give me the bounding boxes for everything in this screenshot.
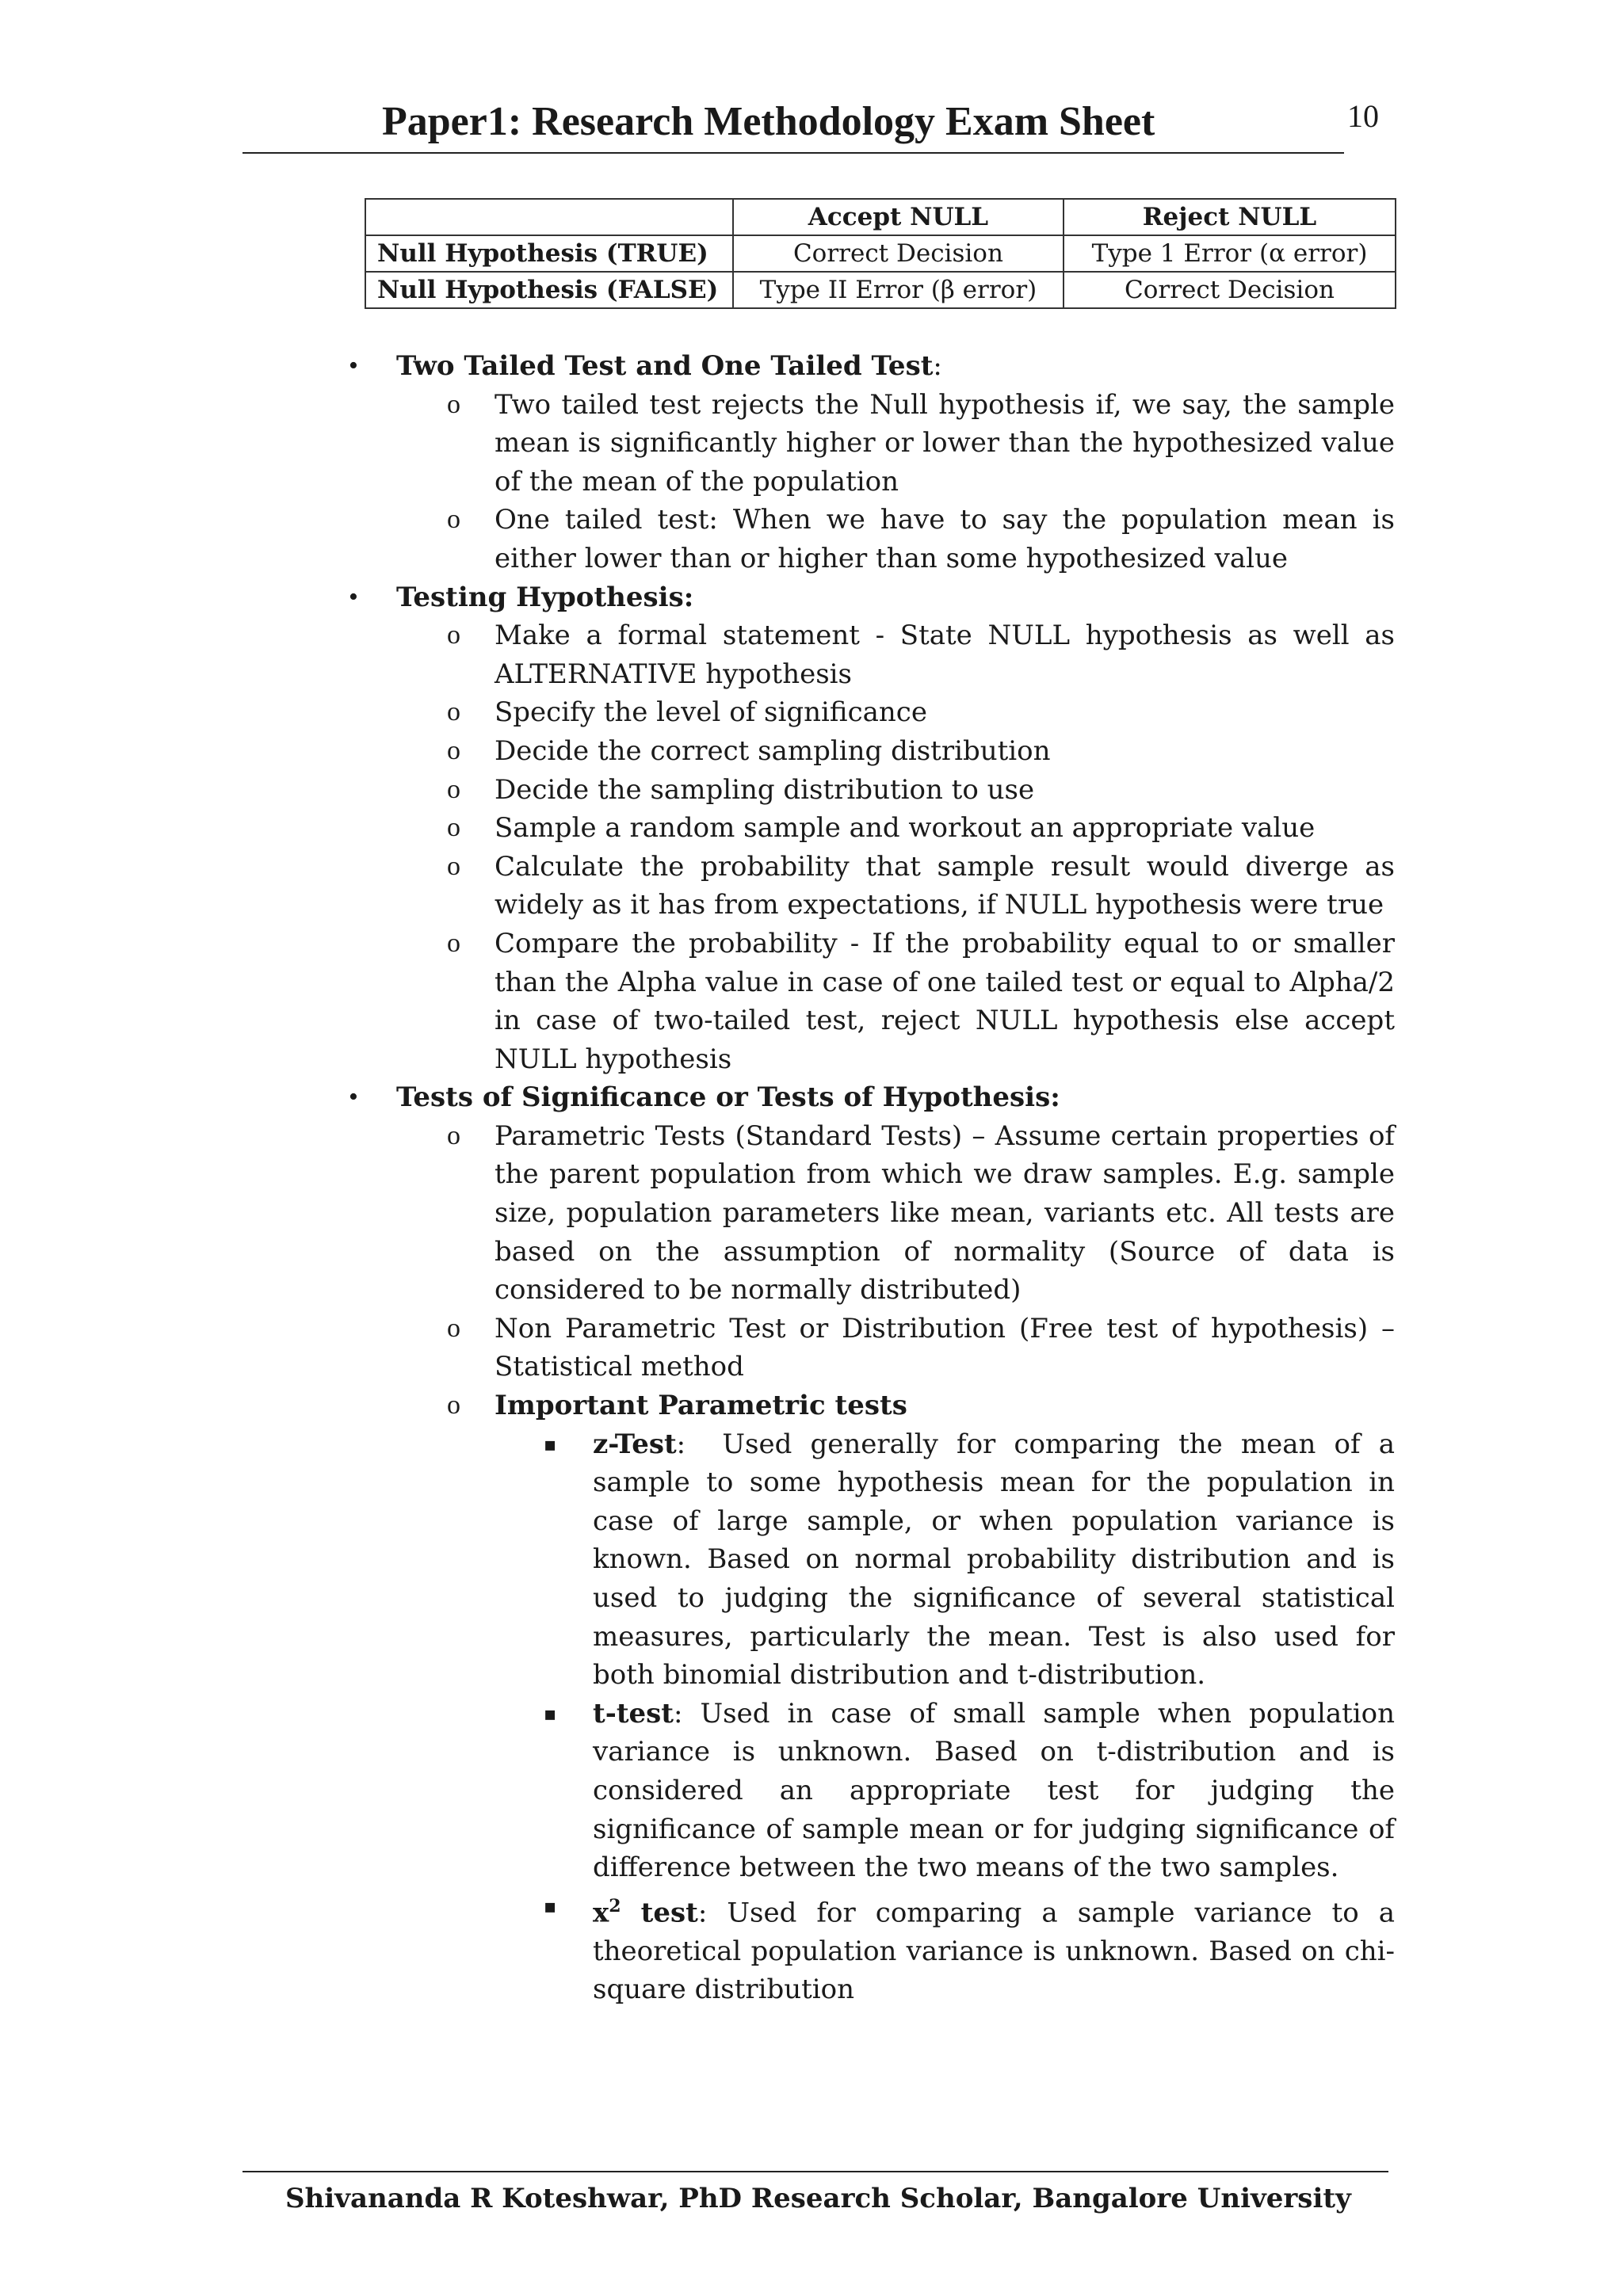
- page-number: 10: [1347, 98, 1379, 134]
- row-header-null-false: Null Hypothesis (FALSE): [365, 272, 733, 308]
- bullet-marker: •: [349, 1082, 358, 1112]
- section-heading: Tests of Significance or Tests of Hypothesis:: [396, 1081, 1060, 1114]
- test-description: Used generally for comparing the mean of a sample to some hypothesis mean for the population in case of large sample, or when population variance is known. Based on normal probability distribution and is used to judging the significance of several statistical measures, particularly the mean. Test is also used for both binomial distribution and t-distribution.: [593, 1428, 1395, 1691]
- list-item: [339, 616, 1395, 693]
- list-item: [339, 1117, 1395, 1310]
- list-item: [339, 1310, 1395, 1386]
- sub-bullet-marker: o: [447, 697, 460, 727]
- sub-bullet-marker: o: [447, 928, 460, 958]
- sub-bullet-marker: o: [447, 1313, 460, 1343]
- test-separator: :: [697, 1897, 727, 1929]
- list-item: [339, 386, 1395, 502]
- table-cell: Type II Error (β error): [733, 272, 1064, 308]
- list-item: [339, 771, 1395, 810]
- square-bullet-marker: ▪: [544, 1702, 557, 1725]
- square-bullet-marker: ▪: [544, 1432, 557, 1455]
- chi-exponent: 2: [609, 1895, 621, 1917]
- page-header: [242, 95, 1344, 154]
- list-item: [339, 693, 1395, 732]
- section-heading: Testing Hypothesis:: [396, 581, 694, 613]
- sub-bullet-marker: o: [447, 389, 460, 419]
- subsection-heading: Important Parametric tests: [495, 1390, 907, 1422]
- hypothesis-decision-table: [365, 198, 1396, 309]
- page-title: Paper1: Research Methodology Exam Sheet: [382, 99, 1155, 144]
- test-separator: :: [676, 1428, 723, 1460]
- sub-bullet-marker: o: [447, 851, 460, 881]
- sub-bullet-marker: o: [447, 1120, 460, 1150]
- test-name: z-Test: [593, 1428, 677, 1460]
- footer-rule: [242, 2171, 1388, 2172]
- list-item-t-test: [339, 1695, 1395, 1887]
- table-corner-cell: [365, 199, 733, 235]
- sub-bullet-marker: o: [447, 813, 460, 843]
- list-item-text: One tailed test: When we have to say the population mean is either lower than or higher than some hypothesized value: [495, 504, 1395, 574]
- list-item-text: Make a formal statement - State NULL hypothesis as well as ALTERNATIVE hypothesis: [495, 620, 1395, 690]
- chi-symbol: x: [593, 1897, 609, 1929]
- section-heading: Two Tailed Test and One Tailed Test: [396, 350, 934, 382]
- test-separator: :: [674, 1697, 701, 1730]
- section-tailed-tests: [339, 347, 1395, 386]
- page-footer: Shivananda R Koteshwar, PhD Research Scholar, Bangalore University: [285, 2183, 1351, 2214]
- list-item: [339, 501, 1395, 578]
- bullet-marker: •: [349, 582, 358, 612]
- sub-bullet-marker: o: [447, 620, 460, 650]
- list-item-text: Sample a random sample and workout an appropriate value: [495, 812, 1316, 845]
- list-item-z-test: [339, 1425, 1395, 1695]
- square-bullet-marker: ▪: [544, 1894, 557, 1917]
- list-item-text: Parametric Tests (Standard Tests) – Assume certain properties of the parent population from which we draw samples. E.g. sample size, population parameters like mean, variants etc. All tests are based on the assumption of normality (Source of data is considered to be normally distributed): [495, 1119, 1395, 1306]
- section-tests-of-significance: [339, 1078, 1395, 1117]
- list-item: [339, 732, 1395, 771]
- list-item: [339, 848, 1395, 925]
- test-description: Used in case of small sample when population variance is unknown. Based on t-distribution and is considered an appropriate test for judging the significance of sample mean or for judging significance of difference between the two means of the two samples.: [593, 1697, 1395, 1884]
- list-item: [339, 809, 1395, 848]
- test-name: test: [640, 1897, 698, 1929]
- list-item-text: Decide the sampling distribution to use: [495, 773, 1035, 806]
- table-row: [365, 235, 1396, 272]
- list-item-text: Compare the probability - If the probability equal to or smaller than the Alpha value in case of one tailed test or equal to Alpha/2 in case of two-tailed test, reject NULL hypothesis else accept NULL hypothesis: [495, 927, 1395, 1075]
- section-testing-hypothesis: [339, 578, 1395, 617]
- row-header-null-true: Null Hypothesis (TRUE): [365, 235, 733, 272]
- heading-colon: :: [933, 350, 942, 382]
- list-item-chi-square-test: [339, 1887, 1395, 2009]
- sub-bullet-marker: o: [447, 1390, 460, 1421]
- document-body: [339, 347, 1395, 2009]
- sub-bullet-marker: o: [447, 774, 460, 804]
- table-header-row: [365, 199, 1396, 235]
- list-item-text: Calculate the probability that sample result would diverge as widely as it has from expectations, if NULL hypothesis were true: [495, 850, 1395, 921]
- column-header-reject-null: Reject NULL: [1064, 199, 1396, 235]
- bullet-marker: •: [349, 351, 358, 380]
- list-item-text: Two tailed test rejects the Null hypothesis if, we say, the sample mean is significantly higher or lower than the hypothesized value of the mean of the population: [495, 388, 1395, 498]
- test-description: Used for comparing a sample variance to a theoretical population variance is unknown. Based on chi-square distribution: [593, 1897, 1396, 2006]
- table-cell: Correct Decision: [1064, 272, 1396, 308]
- list-item-text: Specify the level of significance: [495, 696, 927, 729]
- column-header-accept-null: Accept NULL: [733, 199, 1064, 235]
- table-cell: Type 1 Error (α error): [1064, 235, 1396, 272]
- sub-bullet-marker: o: [447, 505, 460, 535]
- table-row: [365, 272, 1396, 308]
- sub-bullet-marker: o: [447, 735, 460, 765]
- table-cell: Correct Decision: [733, 235, 1064, 272]
- list-item: [339, 925, 1395, 1078]
- test-name: t-test: [593, 1697, 674, 1730]
- list-item-text: Non Parametric Test or Distribution (Free test of hypothesis) – Statistical method: [495, 1312, 1395, 1383]
- list-item: [339, 1386, 1395, 1425]
- list-item-text: Decide the correct sampling distribution: [495, 734, 1051, 767]
